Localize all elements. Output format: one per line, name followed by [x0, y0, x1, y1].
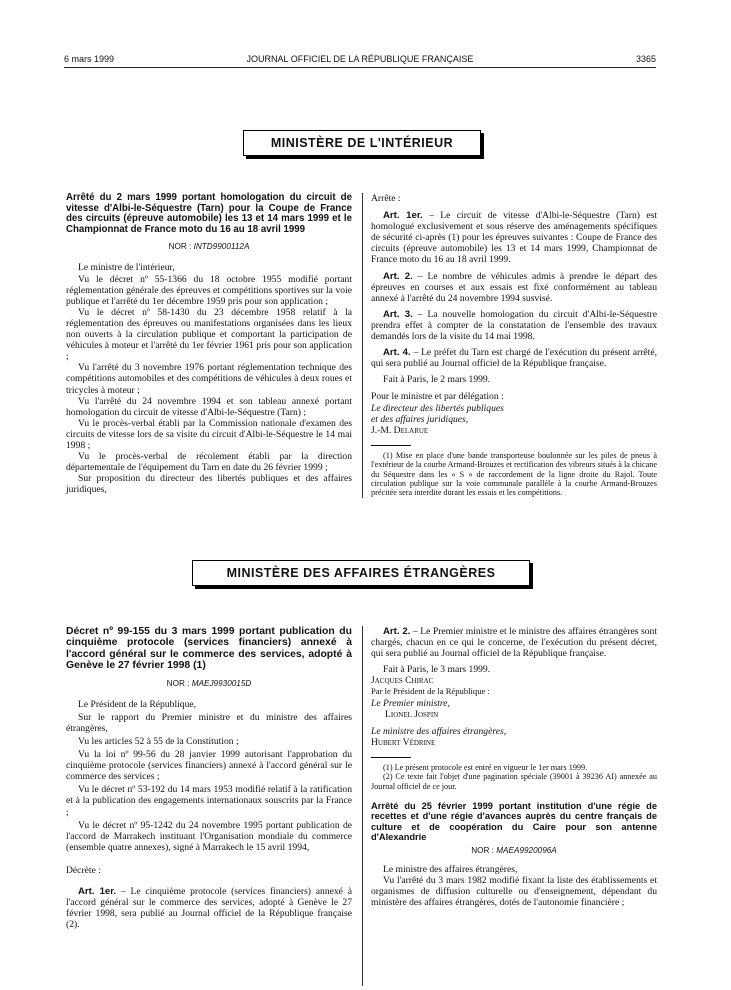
visa-paragraph: Vu le décret nº 95-1242 du 24 novembre 1995 portant publication de l'accord de Marrakech instituant l'Organisation mondiale du commerce (ensemble quatre annexes), signé à Marrakech le 15 avril 1994, [66, 819, 352, 853]
section1-left-column [66, 193, 352, 495]
signature-title: Le directeur des libertés publiques [371, 402, 504, 414]
signing-date: Fait à Paris, le 2 mars 1999. [383, 374, 491, 386]
article-paragraph [371, 347, 657, 369]
president-name: Jacques Chirac [371, 675, 434, 687]
section2-right-column [371, 626, 657, 908]
article-text: – La nouvelle homologation du circuit d'Albi-le-Séquestre prendra effet à compter de la constatation de l'ensemble des travaux demandés lors de la visite du 14 mai 1998. [371, 308, 657, 343]
header-rule [64, 67, 656, 68]
visa-paragraph: Le Président de la République, [78, 698, 197, 710]
footnote: (2) Ce texte fait l'objet d'une pagination spéciale (39001 à 39236 AI) annexée au Journal officiel de ce jour. [371, 772, 657, 791]
article-paragraph [66, 886, 352, 930]
header-date: 6 mars 1999 [64, 54, 115, 64]
article-text: – Le préfet du Tarn est chargé de l'exécution du présent arrêté, qui sera publié au Journal officiel de la République française. [371, 347, 657, 370]
column-divider [362, 193, 363, 498]
article-text: – Le Premier ministre et le ministre des affaires étrangères sont chargés, chacun en ce qui le concerne, de l'exécution du présent décret, qui sera publié au Journal officiel de la République française. [371, 626, 657, 660]
visa-paragraph: Vu le procès-verbal de récolement établi par la direction départementale de l'équipement du Tarn en date du 26 février 1999 ; [66, 451, 352, 474]
article-text: – Le circuit de vitesse d'Albi-le-Séquestre (Tarn) est homologué exclusivement et sous réserve des aménagements spécifiques de sécurité ci-après (1) pour les épreuves suivantes : Coupe de France des circuits (épreuve automobile) les 13 et 14 mars 1999, Championnat de France moto du 16 au 18 avril 1999. [371, 210, 658, 266]
article-label: Art. 2. [383, 270, 413, 282]
visa-paragraph: Vu le décret nº 53-192 du 14 mars 1953 modifié relatif à la ratification et à la publication des engagements internationaux souscrits par la France ; [66, 784, 352, 818]
signing-date: Fait à Paris, le 3 mars 1999. [383, 664, 491, 676]
arrete-title: Arrêté du 25 février 1999 portant institution d'une régie de recettes et d'une régie d'avances auprès du centre français de culture et de coopération du Caire pour son antenne d'Alexandrie [371, 801, 657, 842]
column-divider [362, 626, 363, 986]
visa-paragraph: Sur proposition du directeur des libertés publiques et des affaires juridiques, [66, 473, 352, 496]
countersign-line: Par le Président de la République : [371, 686, 490, 697]
decrete-heading: Décrète : [66, 864, 101, 876]
footnote-rule [371, 757, 411, 758]
article-label: Art. 3. [383, 308, 413, 320]
header-journal-title: JOURNAL OFFICIEL DE LA RÉPUBLIQUE FRANÇAISE [246, 54, 474, 64]
nor-code: MAEJ9930015D [191, 678, 252, 688]
article-label: Art. 1er. [383, 210, 423, 222]
article-paragraph [371, 271, 657, 304]
minister-title: Le ministre des affaires étrangères, [371, 725, 507, 737]
footnote-rule [371, 445, 411, 446]
visa-paragraph: Le ministre de l'intérieur, [78, 262, 175, 274]
minister-name: Hubert Védrine [371, 736, 436, 748]
nor-label: NOR : [471, 845, 494, 855]
nor-reference [66, 241, 352, 252]
visa-paragraph: Vu les articles 52 à 55 de la Constitution ; [78, 736, 239, 747]
visa-paragraph: Vu la loi nº 99-56 du 28 janvier 1999 autorisant l'approbation du cinquième protocole (services financiers) annexé à l'accord général sur le commerce des services ; [66, 749, 352, 783]
arrete-title: Arrêté du 2 mars 1999 portant homologation du circuit de vitesse d'Albi-le-Séquestre (Tarn) pour la Coupe de France des circuits (épreuve automobile) les 13 et 14 mars 1999 et le Championnat de France moto du 16 au 18 avril 1999 [66, 192, 352, 235]
footnote: (1) Mise en place d'une bande transporteuse boulonnée sur les piles de pneus à l'extérieur de la courbe Armand-Brouzes et rectification des vibreurs situés à la chicane du Séquestre dans les « S » de raccordement de la ligne droite du Rajol. Toute circulation publique sur la voie communale parallèle à la courbe Armand-Brouzes précitée sera interdite durant les essais et les compétitions. [371, 450, 657, 498]
ministry-banner-interieur: MINISTÈRE DE L'INTÉRIEUR [243, 130, 481, 156]
signature-line: Pour le ministre et par délégation : [371, 391, 504, 403]
header-page-number: 3365 [635, 54, 656, 64]
article-text: – Le cinquième protocole (services financiers) annexé à l'accord général sur le commerce des services, adopté à Genève le 27 février 1998, sera publié au Journal officiel de la République française (2). [66, 886, 352, 931]
nor-label: NOR : [168, 242, 192, 252]
ministry-banner-affaires-etrangeres: MINISTÈRE DES AFFAIRES ÉTRANGÈRES [192, 560, 530, 586]
visa-paragraph: Vu l'arrêté du 3 mars 1982 modifié fixant la liste des établissements et organismes de diffusion culturelle ou d'enseignement, dépendant du ministère des affaires étrangères, dotés de l'autonomie financière ; [371, 875, 657, 909]
visa-paragraph: Sur le rapport du Premier ministre et du ministre des affaires étrangères, [66, 711, 352, 734]
article-text: – Le nombre de véhicules admis à prendre le départ des épreuves en courses et aux essais est fixé conformément au tableau annexé à l'arrêté du 24 novembre 1994 susvisé. [371, 270, 657, 304]
article-label: Art. 1er. [78, 886, 117, 898]
article-label: Art. 4. [383, 347, 411, 359]
article-paragraph [371, 626, 657, 659]
visa-paragraph: Vu l'arrêté du 24 novembre 1994 et son tableau annexé portant homologation du circuit de vitesse d'Albi-le-Séquestre (Tarn) ; [66, 395, 352, 418]
nor-code: INTD9900112A [193, 242, 250, 252]
visa-paragraph: Vu le décret nº 55-1366 du 18 octobre 1955 modifié portant réglementation générale des épreuves et compétitions sportives sur la voie publique et l'arrêté du 1er décembre 1959 pris pour son application ; [66, 273, 352, 307]
arrete-heading: Arrête : [371, 193, 401, 204]
pm-name: Lionel Jospin [385, 708, 439, 720]
section1-right-column [371, 193, 657, 498]
article-label: Art. 2. [383, 626, 411, 637]
nor-reference [66, 678, 352, 689]
visa-paragraph: Vu le décret nº 58-1430 du 23 décembre 1958 relatif à la réglementation des épreuves ou manifestations organisées dans les lieux non ouverts à la circulation publique et comportant la participation de véhicules à moteur et l'arrêté du 1er février 1961 pris pour son application ; [66, 306, 352, 363]
footnote: (1) Le présent protocole est entré en vigueur le 1er mars 1999. [383, 762, 588, 772]
nor-code: MAEA9920096A [496, 845, 557, 855]
visa-paragraph: Vu l'arrêté du 3 novembre 1976 portant réglementation technique des compétitions automobiles et des compétitions de véhicules à deux roues et tricycles à moteur ; [66, 362, 352, 396]
nor-label: NOR : [166, 678, 190, 688]
visa-paragraph: Le ministre des affaires étrangères, [383, 864, 518, 876]
signature-title: et des affaires juridiques, [371, 413, 469, 425]
decret-title: Décret nº 99-155 du 3 mars 1999 portant publication du cinquième protocole (services financiers) annexé à l'accord général sur le commerce des services, adopté à Genève le 27 février 1998 (1) [66, 626, 352, 672]
pm-title: Le Premier ministre, [371, 697, 450, 709]
visa-paragraph: Vu le procès-verbal établi par la Commission nationale d'examen des circuits de vitesse lors de sa visite du circuit d'Albi-le-Séquestre le 14 mai 1998 ; [66, 417, 352, 451]
signatory-name: J.-M. Delarue [371, 424, 429, 436]
nor-reference [371, 845, 657, 856]
section2-left-column [66, 626, 352, 930]
article-paragraph [371, 210, 657, 265]
article-paragraph [371, 309, 657, 342]
